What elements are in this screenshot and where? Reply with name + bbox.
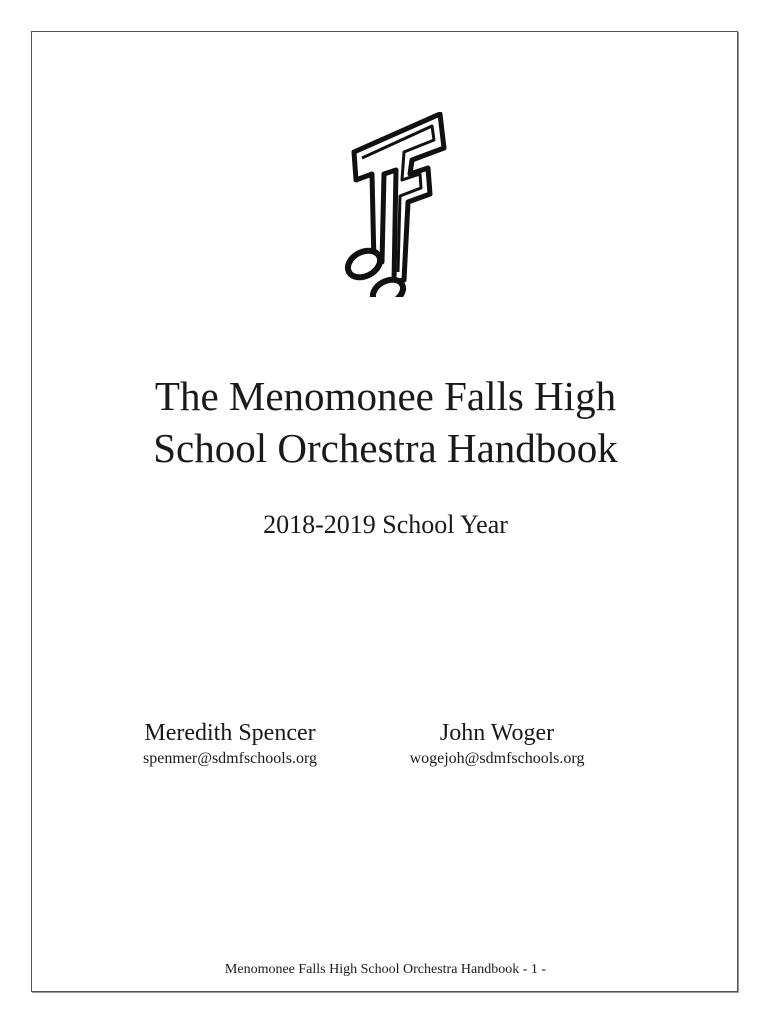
music-note-f-logo-icon xyxy=(332,112,452,297)
contact-name: Meredith Spencer xyxy=(144,720,316,746)
contact-john-woger xyxy=(367,718,627,770)
title-line-2: School Orchestra Handbook xyxy=(153,425,618,471)
contact-email: wogejoh@sdmfschools.org xyxy=(409,750,585,767)
contact-email: spenmer@sdmfschools.org xyxy=(143,750,317,767)
contact-meredith-spencer xyxy=(100,718,360,770)
school-year-subtitle: 2018-2019 School Year xyxy=(263,510,508,539)
page-footer: Menomonee Falls High School Orchestra Handbook - 1 - xyxy=(224,962,547,977)
title-line-1: The Menomonee Falls High xyxy=(154,373,617,419)
document-title xyxy=(32,370,739,474)
document-page xyxy=(31,31,738,992)
contact-name: John Woger xyxy=(439,720,555,746)
